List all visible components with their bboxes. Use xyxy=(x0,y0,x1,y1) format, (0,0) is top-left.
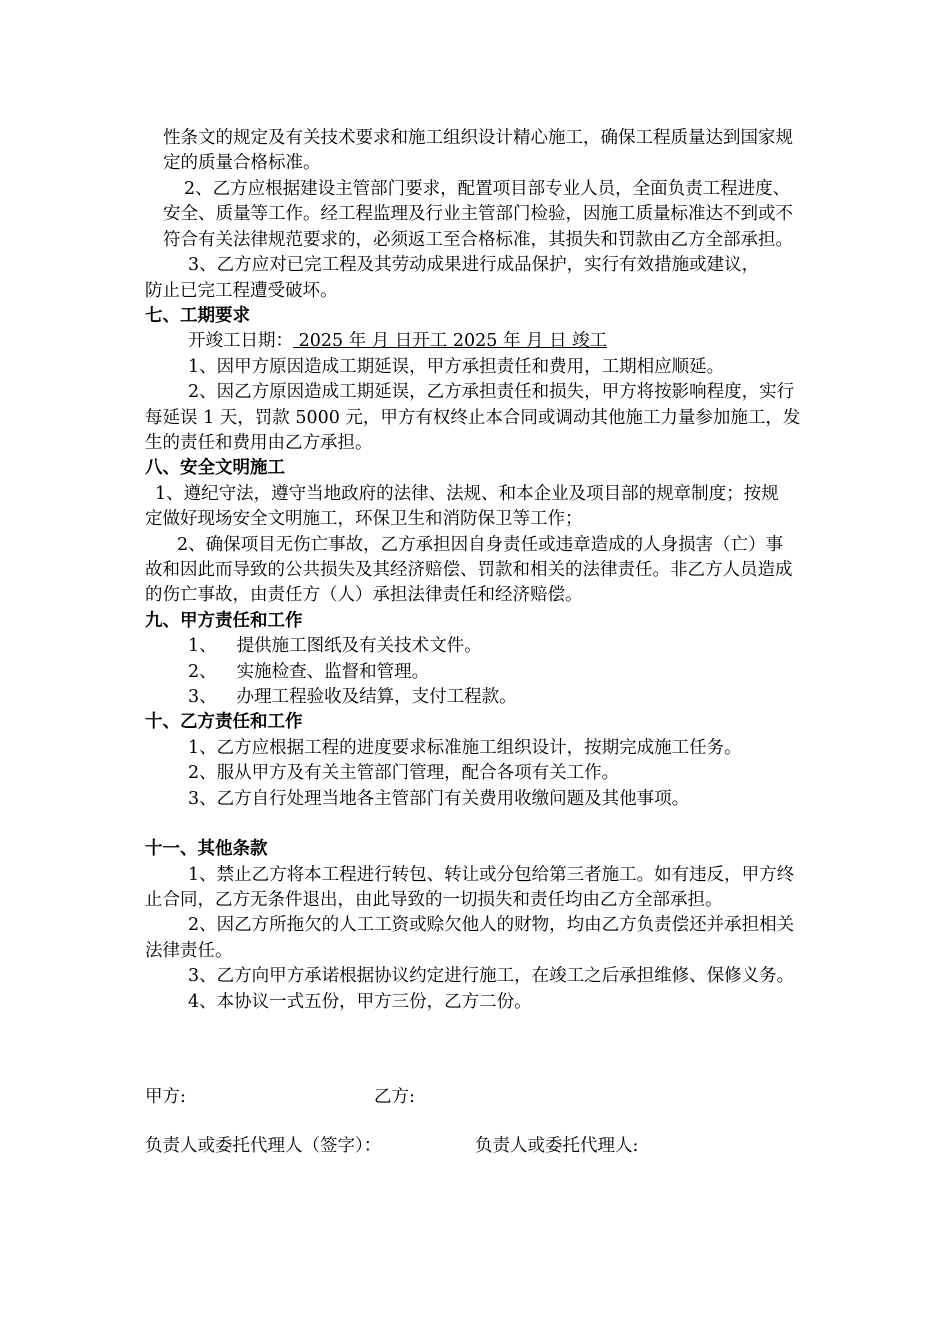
party-a-label: 甲方: xyxy=(145,1087,186,1107)
s7-item2-line2: 每延误 1 天，罚款 5000 元，甲方有权终止本合同或调动其他施工力量参加施工，发 xyxy=(145,408,801,428)
section10-title: 十、乙方责任和工作 xyxy=(145,712,303,732)
s8-item2-line2: 故和因此而导致的公共损失及其经济赔偿、罚款和相关的法律责任。非乙方人员造成 xyxy=(145,560,793,580)
s6-item3-line2: 防止已完工程遭受破坏。 xyxy=(145,281,338,301)
s9-item-num: 3、 xyxy=(188,687,217,707)
s6-item3-line1: 3、乙方应对已完工程及其劳动成果进行成品保护，实行有效措施或建议， xyxy=(188,255,760,275)
construction-dates xyxy=(188,329,607,355)
s6-item2-line2: 安全、质量等工作。经工程监理及行业主管部门检验，因施工质量标准达不到或不 xyxy=(163,204,793,224)
s9-item xyxy=(188,660,429,686)
party-a-representative: 负责人或委托代理人（签字）： xyxy=(145,1136,382,1156)
s11-item1-line2: 止合同，乙方无条件退出，由此导致的一切损失和责任均由乙方全部承担。 xyxy=(145,890,723,910)
date-value: 2025 年 月 日开工 2025 年 月 日 竣工 xyxy=(293,331,608,351)
s9-item-num: 1、 xyxy=(188,636,217,656)
s6-item2-line3: 符合有关法律规范要求的，必须返工至合格标准，其损失和罚款由乙方全部承担。 xyxy=(163,230,793,250)
s6-item2-line1: 2、乙方应根据建设主管部门要求，配置项目部专业人员，全面负责工程进度、 xyxy=(184,179,791,199)
s6-line1: 性条文的规定及有关技术要求和施工组织设计精心施工，确保工程质量达到国家规 xyxy=(163,128,793,148)
party-b-label: 乙方: xyxy=(374,1087,415,1107)
s8-item1-line1: 1、遵纪守法，遵守当地政府的法律、法规、和本企业及项目部的规章制度；按规 xyxy=(155,484,779,504)
section7-title: 七、工期要求 xyxy=(145,306,250,326)
s9-item-text: 办理工程验收及结算，支付工程款。 xyxy=(236,687,517,707)
s11-item4: 4、本协议一式五份，甲方三份，乙方二份。 xyxy=(188,992,532,1012)
party-b-representative: 负责人或委托代理人: xyxy=(475,1136,639,1156)
section9-title: 九、甲方责任和工作 xyxy=(145,611,303,631)
s9-item xyxy=(188,634,482,660)
s9-item xyxy=(188,685,517,711)
s7-item1: 1、因甲方原因造成工期延误，甲方承担责任和费用，工期相应顺延。 xyxy=(188,357,725,377)
s11-item3: 3、乙方向甲方承诺根据协议约定进行施工，在竣工之后承担维修、保修义务。 xyxy=(188,966,795,986)
s10-item1: 1、乙方应根据工程的进度要求标准施工组织设计，按期完成施工任务。 xyxy=(188,738,742,758)
s11-item2-line2: 法律责任。 xyxy=(145,941,233,961)
date-label: 开竣工日期： xyxy=(188,331,293,351)
s7-item2-line1: 2、因乙方原因造成工期延误，乙方承担责任和损失，甲方将按影响程度，实行 xyxy=(188,382,795,402)
s11-item2-line1: 2、因乙方所拖欠的人工工资或赊欠他人的财物，均由乙方负责偿还并承担相关 xyxy=(188,915,795,935)
s10-item3: 3、乙方自行处理当地各主管部门有关费用收缴问题及其他事项。 xyxy=(188,789,690,809)
s8-item2-line3: 的伤亡事故，由责任方（人）承担法律责任和经济赔偿。 xyxy=(145,585,583,605)
s8-item2-line1: 2、确保项目无伤亡事故，乙方承担因自身责任或违章造成的人身损害（亡）事 xyxy=(177,535,784,555)
s8-item1-line2: 定做好现场安全文明施工，环保卫生和消防保卫等工作； xyxy=(145,509,583,529)
s6-line2: 定的质量合格标准。 xyxy=(163,153,321,173)
s9-item-text: 提供施工图纸及有关技术文件。 xyxy=(236,636,482,656)
s11-item1-line1: 1、禁止乙方将本工程进行转包、转让或分包给第三者施工。如有违反，甲方终 xyxy=(188,865,795,885)
section8-title: 八、安全文明施工 xyxy=(145,458,285,478)
s9-item-num: 2、 xyxy=(188,662,217,682)
s10-item2: 2、服从甲方及有关主管部门管理，配合各项有关工作。 xyxy=(188,763,620,783)
s9-item-text: 实施检查、监督和管理。 xyxy=(236,662,430,682)
s7-item2-line3: 生的责任和费用由乙方承担。 xyxy=(145,433,373,453)
section11-title: 十一、其他条款 xyxy=(145,839,268,859)
